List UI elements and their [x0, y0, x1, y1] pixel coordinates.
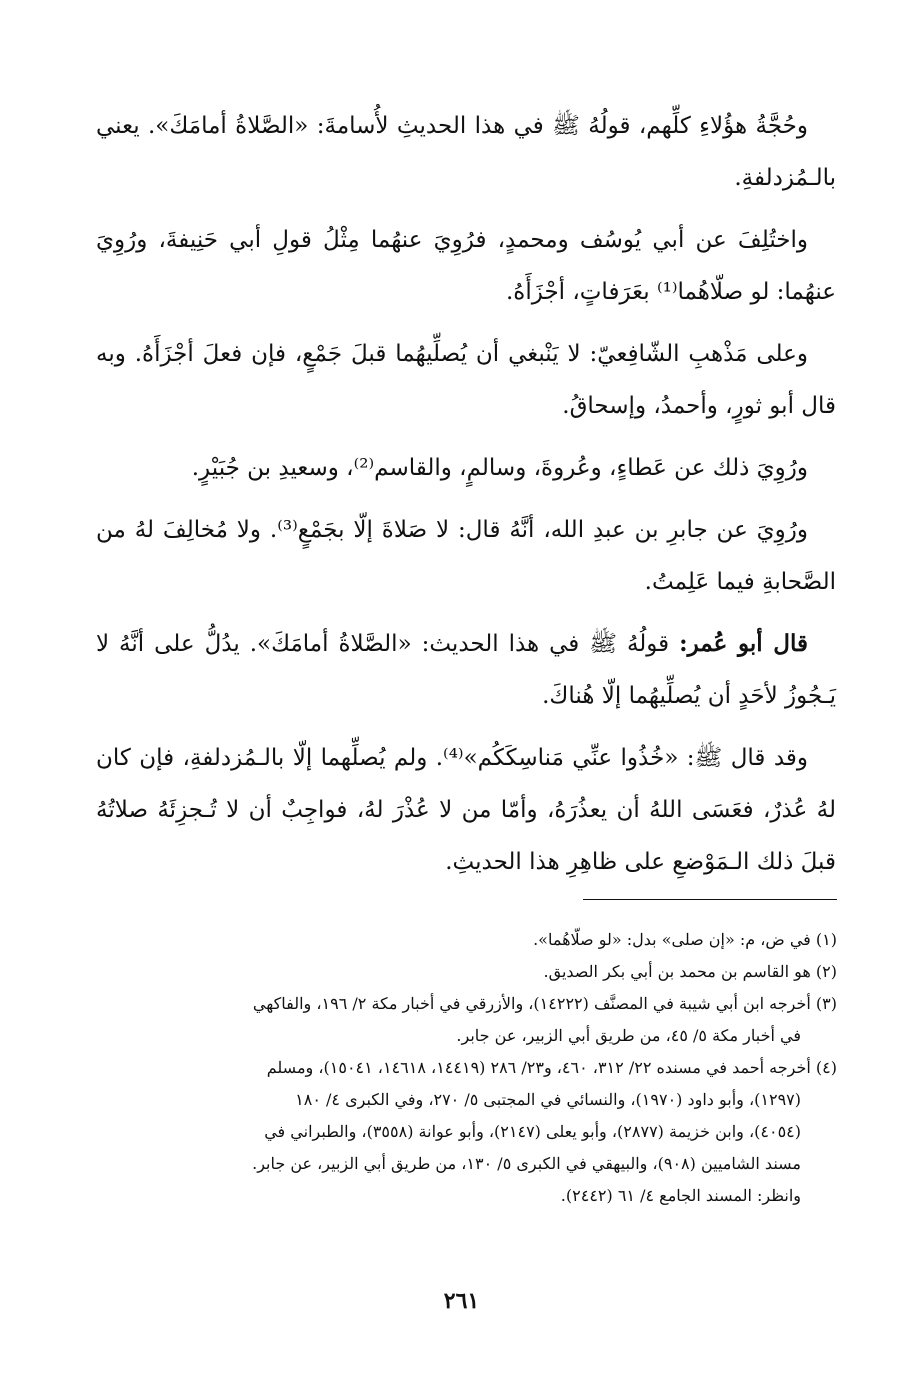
- footnote-divider: [583, 899, 837, 900]
- paragraph-1-text: وحُجَّةُ هؤُلاءِ كلِّهم، قولُهُ ﷺ في هذا الحديثِ لأُسامةَ: «الصَّلاةُ أمامَكَ». يعني بالـمُزدلفةِ.: [96, 113, 836, 191]
- footnote-3-line-2: في أخبار مكة ٥/ ٤٥، من طريق أبي الزبير، عن جابر.: [456, 1026, 801, 1045]
- footnote-4-number: (٤): [815, 1058, 837, 1077]
- footnote-1-line-1: في ض، م: «إن صلى» بدل: «لو صلّاهُما».: [533, 930, 811, 949]
- footnote-3: [96, 988, 837, 1052]
- footnote-2-line-1: هو القاسم بن محمد بن أبي بكر الصديق.: [543, 962, 811, 981]
- paragraph-7-text: وقد قال ﷺ: «خُذُوا عنِّي مَناسِكَكُم»⁽⁴⁾. ولم يُصلِّهما إلّا بالـمُزدلفةِ، فإن كان لهُ عُذرٌ، فعَسَى اللهُ أن يعذُرَهُ، وأمّا من لا عُذْرَ لهُ، فواجِبٌ أن لا تُـجزِئَهُ صلاتُهُ قبلَ ذلك الـمَوْضعِ على ظاهِرِ هذا الحديثِ.: [96, 745, 836, 875]
- paragraph-4: [96, 442, 836, 494]
- main-text-body: [96, 100, 836, 898]
- footnote-4-line-2: (١٢٩٧)، وأبو داود (١٩٧٠)، والنسائي في المجتبى ٥/ ٢٧٠، وفي الكبرى ٤/ ١٨٠: [295, 1090, 801, 1109]
- page-number: ٢٦١: [443, 1288, 480, 1314]
- paragraph-3-text: وعلى مَذْهبِ الشّافِعيّ: لا يَنْبغي أن يُصلِّيهُما قبلَ جَمْعٍ، فإن فعلَ أجْزَأَهُ. وبه قال أبو ثورٍ، وأحمدُ، وإسحاقُ.: [96, 341, 836, 419]
- paragraph-1: [96, 100, 836, 204]
- paragraph-6-text: قولُهُ ﷺ في هذا الحديث: «الصَّلاةُ أمامَكَ». يدُلُّ على أنَّهُ لا يَـجُوزُ لأحَدٍ أن يُصلِّيهُما إلّا هُناكَ.: [96, 631, 836, 709]
- footnote-1-number: (١): [815, 930, 837, 949]
- footnote-3-line-1: أخرجه ابن أبي شيبة في المصنَّف (١٤٢٢٢)، والأزرقي في أخبار مكة ٢/ ١٩٦، والفاكهي: [252, 994, 811, 1013]
- footnote-2: [96, 956, 837, 988]
- paragraph-6: [96, 618, 836, 722]
- paragraph-4-text: ورُوِيَ ذلك عن عَطاءٍ، وعُروةَ، وسالمٍ، والقاسم⁽²⁾، وسعيدِ بن جُبَيْرٍ.: [191, 455, 808, 481]
- footnotes: [96, 924, 837, 1212]
- footnote-4-line-3: (٤٠٥٤)، وابن خزيمة (٢٨٧٧)، وأبو يعلى (٢١٤٧)، وأبو عوانة (٣٥٥٨)، والطبراني في: [264, 1122, 801, 1141]
- footnote-4-line-1: أخرجه أحمد في مسنده ٢٢/ ٣١٢، ٤٦٠، و٢٣/ ٢٨٦ (١٤٤١٩، ١٤٦١٨، ١٥٠٤١)، ومسلم: [266, 1058, 811, 1077]
- footnote-4: [96, 1052, 837, 1212]
- footnote-4-line-4: مسند الشاميين (٩٠٨)، والبيهقي في الكبرى ٥/ ١٣٠، من طريق أبي الزبير، عن جابر.: [252, 1154, 801, 1173]
- paragraph-2-text: واختُلِفَ عن أبي يُوسُف ومحمدٍ، فرُوِيَ عنهُما مِثْلُ قولِ أبي حَنِيفةَ، ورُوِيَ عنهُما: لو صلّاهُما⁽¹⁾ بعَرَفاتٍ، أجْزَأَهُ.: [96, 227, 836, 305]
- paragraph-5: [96, 504, 836, 608]
- paragraph-5-text: ورُوِيَ عن جابرِ بن عبدِ الله، أنَّهُ قال: لا صَلاةَ إلّا بجَمْعٍ⁽³⁾. ولا مُخالِفَ لهُ من الصَّحابةِ فيما عَلِمتُ.: [96, 517, 836, 595]
- footnote-4-line-5: وانظر: المسند الجامع ٤/ ٦١ (٢٤٤٢).: [560, 1186, 801, 1205]
- footnote-2-number: (٢): [815, 962, 837, 981]
- paragraph-2: [96, 214, 836, 318]
- paragraph-6-lead: قال أبو عُمر:: [679, 630, 808, 657]
- paragraph-3: [96, 328, 836, 432]
- footnote-1: [96, 924, 837, 956]
- paragraph-7: [96, 732, 836, 888]
- footnote-3-number: (٣): [815, 994, 837, 1013]
